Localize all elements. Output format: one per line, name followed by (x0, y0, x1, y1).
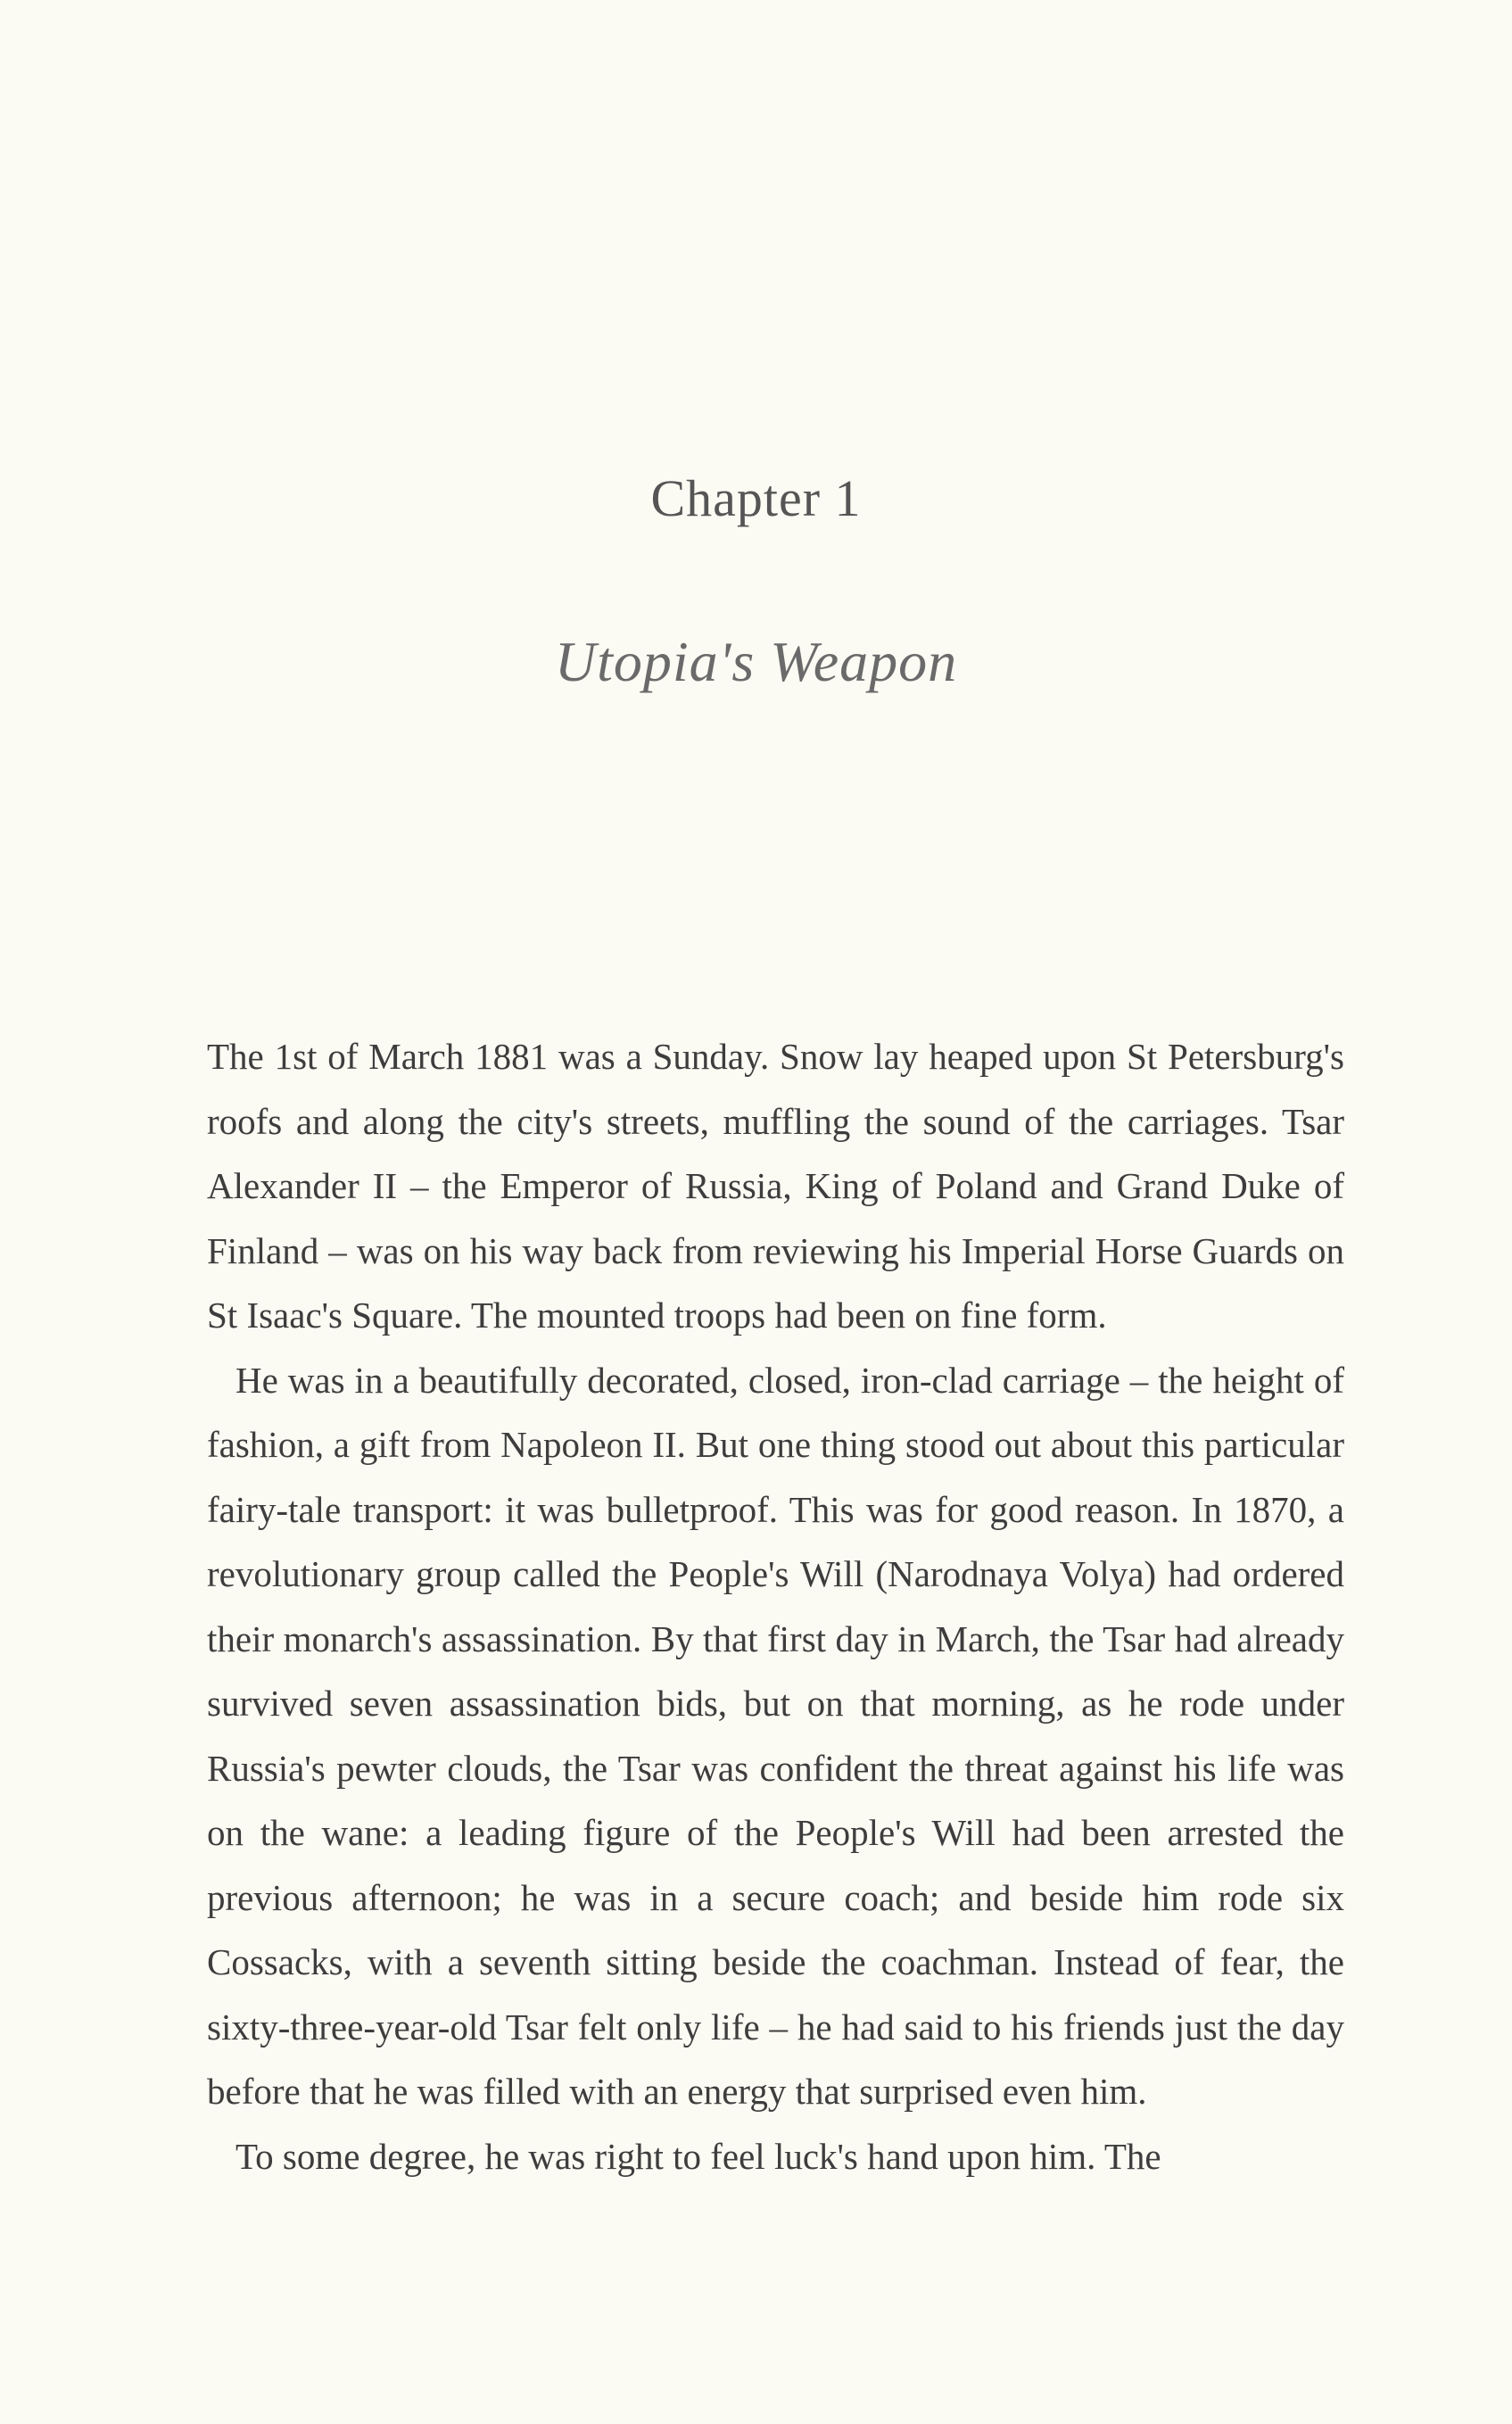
chapter-title: Utopia's Weapon (554, 630, 958, 693)
paragraph: The 1st of March 1881 was a Sunday. Snow lay heaped upon St Petersburg's roofs and along the city's streets, muffling the sound of the carriages. Tsar Alexander II – the Emperor of Russia, King of Poland and Grand Duke of Finland – was on his way back from reviewing his Imperial Horse Guards on St Isaac's Square. The mounted troops had been on fine form. (207, 1036, 1344, 1336)
chapter-number: Chapter 1 (650, 469, 862, 527)
paragraph: To some degree, he was right to feel luck's hand upon him. The (235, 2135, 1161, 2177)
chapter-body (207, 1024, 1344, 2188)
paragraph: He was in a beautifully decorated, closed, iron-clad carriage – the height of fashion, a gift from Napoleon II. But one thing stood out about this particular fairy-tale transport: it was bulletproof. This was for good reason. In 1870, a revolutionary group called the People's Will (Narodnaya Volya) had ordered their monarch's assassination. By that first day in March, the Tsar had already survived seven assassination bids, but on that morning, as he rode under Russia's pewter clouds, the Tsar was confident the threat against his life was on the wane: a leading figure of the People's Will had been arrested the previous afternoon; he was in a secure coach; and beside him rode six Cossacks, with a seventh sitting beside the coachman. Instead of fear, the sixty-three-year-old Tsar felt only life – he had said to his friends just the day before that he was filled with an energy that surprised even him. (207, 1359, 1344, 2112)
